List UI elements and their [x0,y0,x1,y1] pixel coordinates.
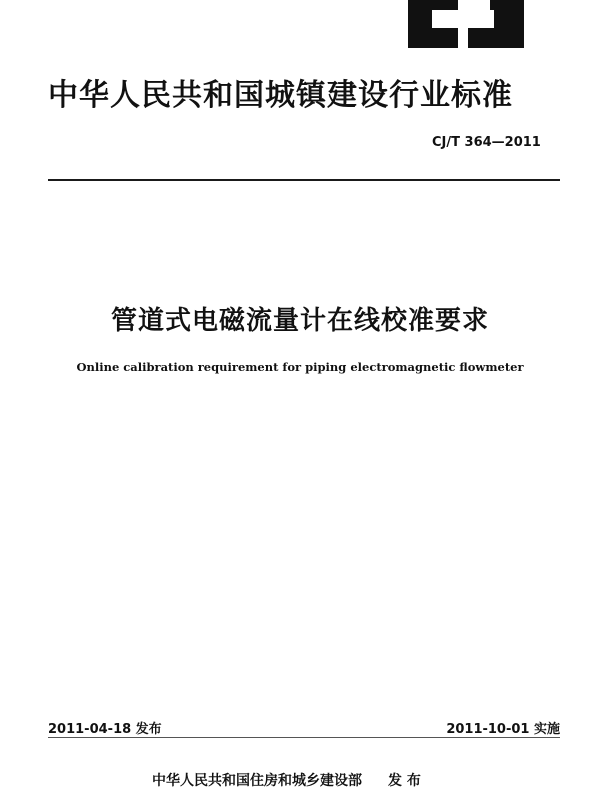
publisher-line [152,770,421,790]
cj-logo [404,0,526,50]
implementation-date: 2011-10-01 实施 [446,722,560,737]
standard-code: CJ/T 364—2011 [432,135,541,150]
issuing-category-title: 中华人民共和国城镇建设行业标准 [48,78,513,113]
document-title-zh: 管道式电磁流量计在线校准要求 [110,306,489,336]
top-divider [48,179,560,181]
bottom-divider [48,737,560,738]
publisher-name: 中华人民共和国住房和城乡建设部 [152,773,362,789]
issue-date: 2011-04-18 发布 [48,722,162,737]
document-title-en: Online calibration requirement for piping electromagnetic flowmeter [76,360,524,374]
publish-label: 发 布 [388,773,421,789]
